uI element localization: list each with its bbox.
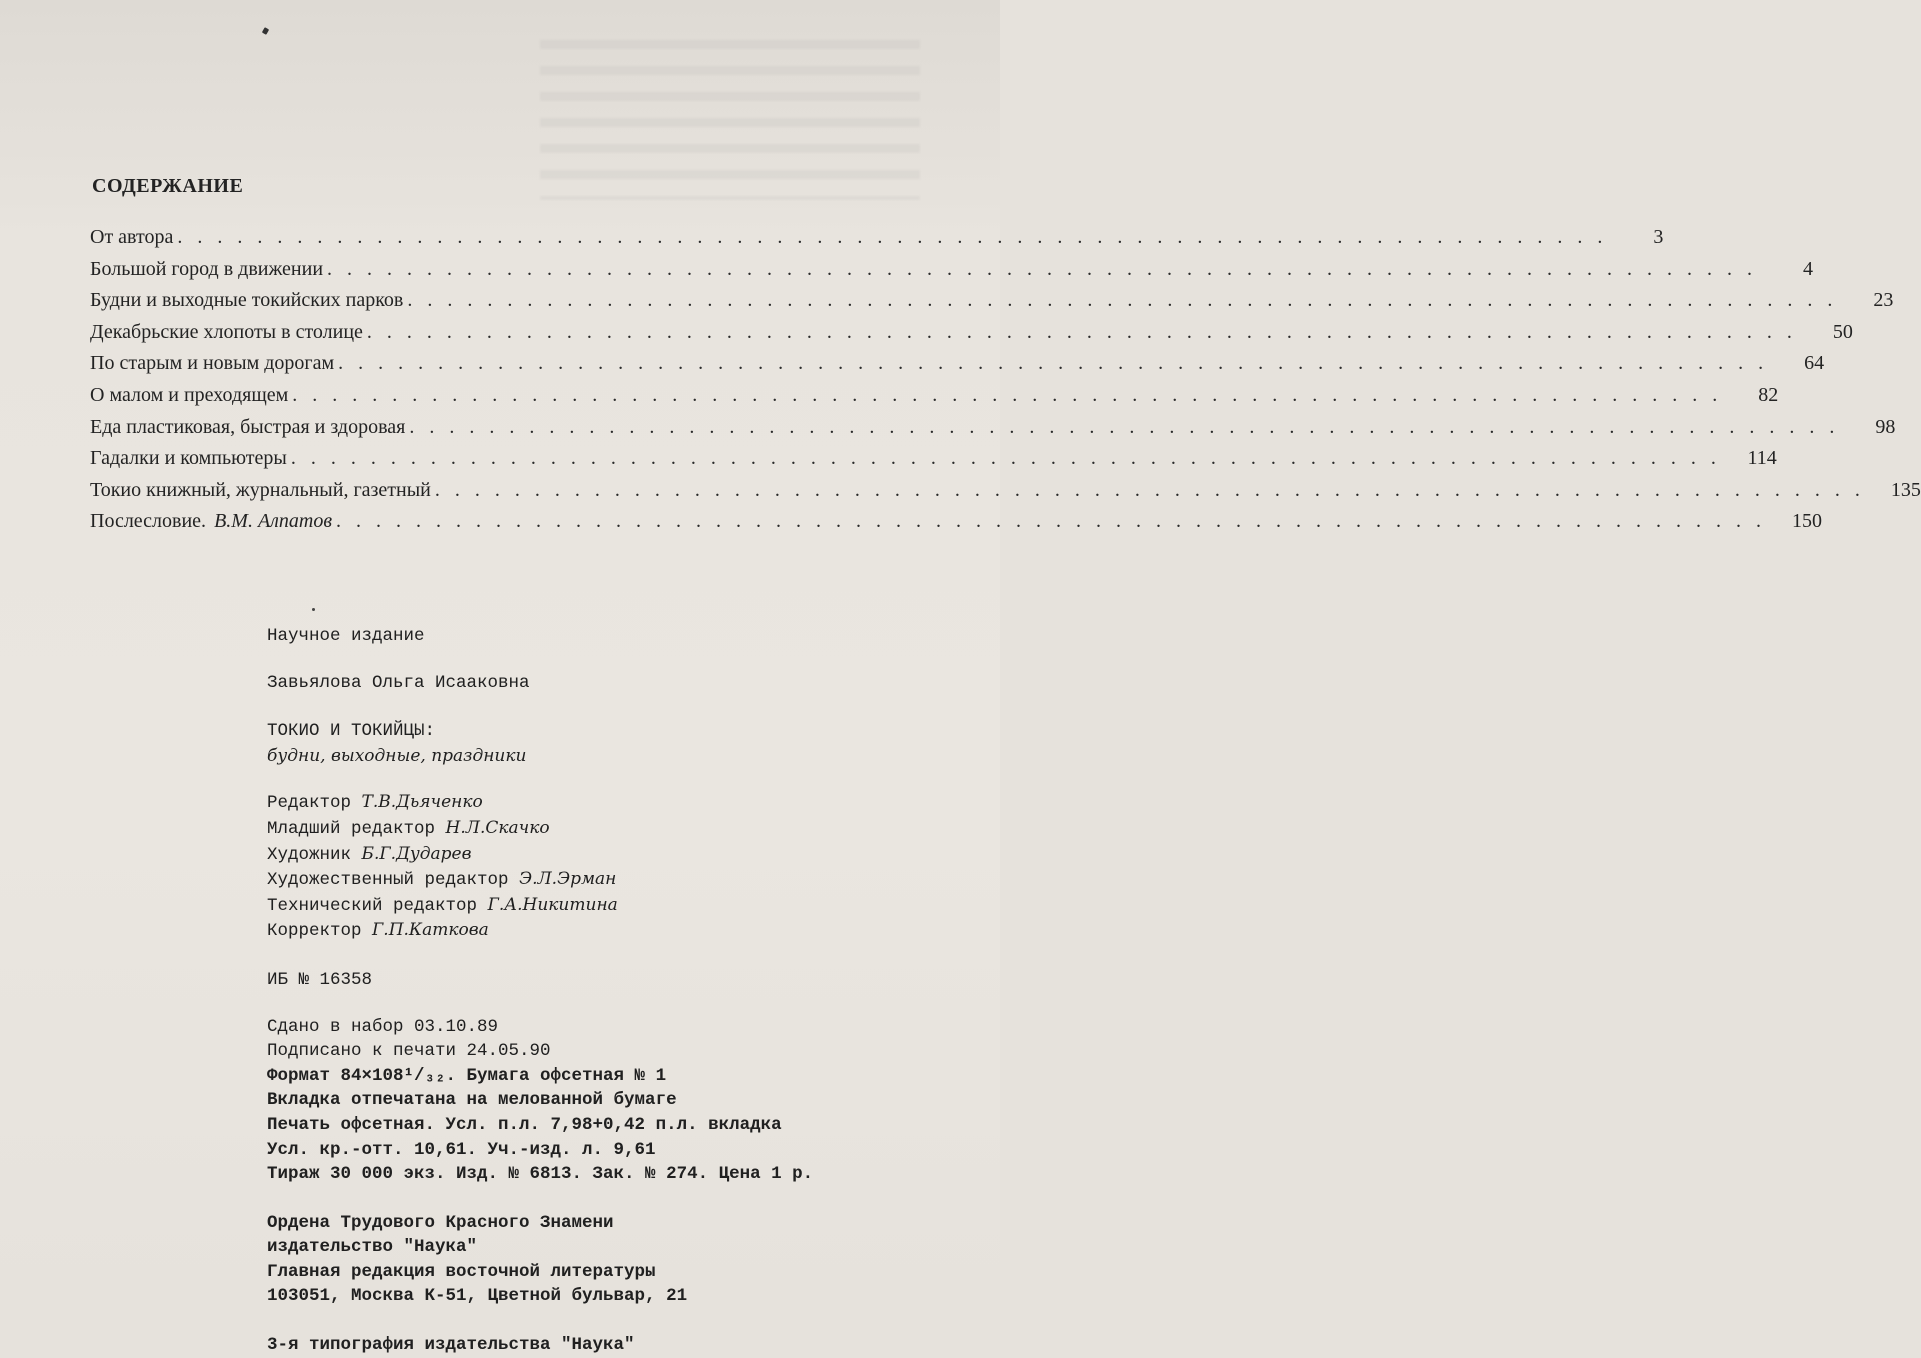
toc-entry-page: 3 <box>1653 226 1664 248</box>
toc-entry-page: 82 <box>1758 383 1779 406</box>
print-detail: Формат 84×108¹/₃₂. Бумага офсетная № 1 <box>267 1065 667 1086</box>
edition-type: Научное издание <box>267 626 425 646</box>
print-detail: Сдано в набор 03.10.89 <box>267 1016 499 1037</box>
toc-entry-title: Послесловие. <box>90 510 207 533</box>
toc-entry-page: 50 <box>1832 320 1853 343</box>
credit-name: Г.П.Каткова <box>372 920 489 941</box>
book-title: ТОКИО И ТОКИЙЦЫ: <box>267 721 436 742</box>
toc-leader-dots <box>327 258 1757 281</box>
table-of-contents <box>90 226 1921 542</box>
credit-name: Н.Л.Скачко <box>445 817 550 838</box>
toc-entry <box>90 320 1853 353</box>
credit-role: Художественный редактор <box>267 870 509 891</box>
ink-speck <box>262 27 269 35</box>
publisher-line: издательство "Наука" <box>267 1237 478 1258</box>
toc-entry-page: 150 <box>1792 510 1823 533</box>
publisher-line: Главная редакция восточной литературы <box>267 1261 656 1282</box>
toc-entry-title: Гадалки и компьютеры <box>90 447 287 470</box>
toc-entry-page: 135 <box>1890 478 1921 501</box>
credit-role: Технический редактор <box>267 895 478 916</box>
book-subtitle: будни, выходные, праздники <box>267 745 527 766</box>
credit-name: Э.Л.Эрман <box>519 869 617 890</box>
credit-line <box>267 842 967 868</box>
toc-entry-title: По старым и новым дорогам <box>90 352 335 375</box>
credit-role: Младший редактор <box>267 818 436 839</box>
toc-entry-page: 64 <box>1804 352 1825 375</box>
credit-role: Редактор <box>267 793 352 814</box>
print-detail: Печать офсетная. Усл. п.л. 7,98+0,42 п.л. вкладка <box>267 1114 782 1135</box>
toc-entry-title: Большой город в движении <box>90 257 324 280</box>
credit-line <box>267 918 967 944</box>
credit-role: Художник <box>267 844 352 865</box>
author-name: Завьялова Ольга Исааковна <box>267 672 530 693</box>
toc-leader-dots <box>336 510 1766 533</box>
credit-role: Корректор <box>267 921 362 942</box>
credit-name: Г.А.Никитина <box>487 894 618 915</box>
toc-entry-title: От автора <box>90 226 174 248</box>
toc-entry-page: 114 <box>1747 447 1777 470</box>
print-detail: Усл. кр.-отт. 10,61. Уч.-изд. л. 9,61 <box>267 1139 656 1160</box>
ink-dot <box>312 608 315 611</box>
imprint-block <box>267 624 967 1358</box>
toc-entry <box>90 510 1823 542</box>
credit-name: Т.В.Дьяченко <box>361 792 483 813</box>
toc-entry <box>90 257 1814 290</box>
credit-line <box>267 893 967 919</box>
toc-entry <box>90 478 1921 511</box>
toc-entry <box>90 415 1896 448</box>
toc-leader-dots <box>407 289 1837 312</box>
toc-leader-dots <box>367 321 1797 344</box>
toc-entry-page: 98 <box>1875 415 1896 438</box>
publisher-line: 103051, Москва К-51, Цветной бульвар, 21 <box>267 1286 688 1307</box>
credit-line <box>267 816 967 842</box>
toc-entry <box>90 226 1664 258</box>
toc-title: СОДЕРЖАНИЕ <box>92 175 244 197</box>
ib-number: ИБ № 16358 <box>267 969 373 990</box>
credit-line <box>267 790 967 816</box>
print-detail: Тираж 30 000 экз. Изд. № 6813. Зак. № 274. Цена 1 р. <box>267 1164 814 1185</box>
toc-entry-title: Декабрьские хлопоты в столице <box>90 320 363 343</box>
toc-entry-page: 4 <box>1803 257 1814 280</box>
toc-leader-dots <box>409 416 1839 439</box>
print-detail: Вкладка отпечатана на мелованной бумаге <box>267 1090 677 1111</box>
toc-leader-dots <box>177 226 1607 249</box>
toc-entry-title: Будни и выходные токийских парков <box>90 289 404 312</box>
toc-leader-dots <box>292 384 1722 407</box>
toc-leader-dots <box>435 479 1865 502</box>
toc-entry <box>90 447 1777 479</box>
bleed-through-text <box>540 40 920 200</box>
toc-entry-author: В.М. Алпатов <box>214 510 333 533</box>
credit-name: Б.Г.Дударев <box>361 843 472 864</box>
printer-line: 3-я типография издательства "Наука" <box>267 1335 635 1356</box>
credit-line <box>267 867 967 893</box>
toc-entry <box>90 383 1779 416</box>
toc-entry <box>90 289 1894 321</box>
toc-leader-dots <box>338 352 1768 375</box>
publisher-line: Ордена Трудового Красного Знамени <box>267 1212 614 1233</box>
toc-leader-dots <box>291 447 1721 470</box>
toc-entry-title: Еда пластиковая, быстрая и здоровая <box>90 415 406 438</box>
toc-entry-page: 23 <box>1873 289 1894 312</box>
toc-entry-title: Токио книжный, журнальный, газетный <box>90 478 431 501</box>
print-detail: Подписано к печати 24.05.90 <box>267 1041 551 1062</box>
toc-entry-title: О малом и преходящем <box>90 383 289 406</box>
toc-entry <box>90 352 1825 384</box>
